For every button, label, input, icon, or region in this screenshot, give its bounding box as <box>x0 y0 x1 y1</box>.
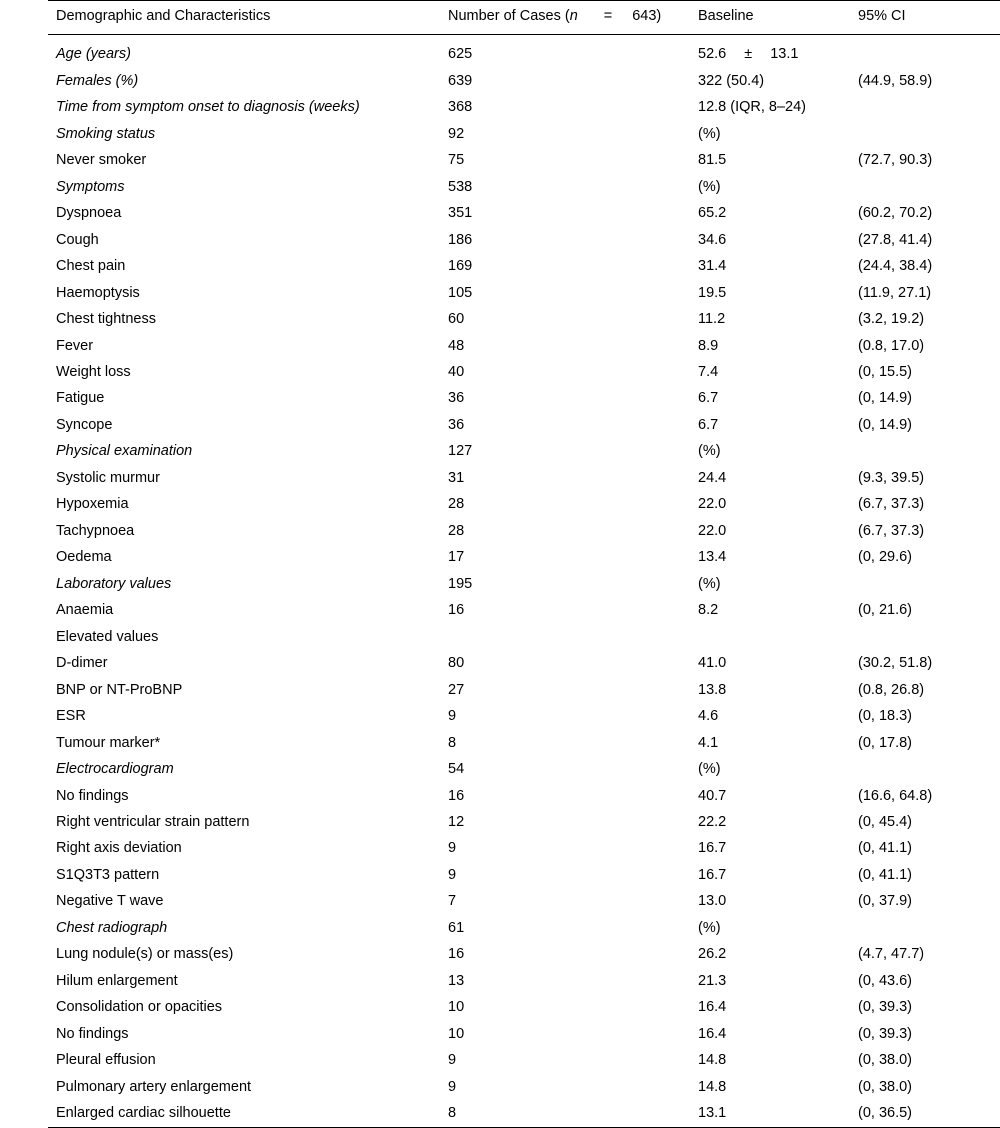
row-label: Fatigue <box>56 390 105 407</box>
row-confidence-interval: (11.9, 27.1) <box>858 284 932 301</box>
row-cases: 10 <box>448 1025 465 1042</box>
table-row <box>48 677 1000 703</box>
row-confidence-interval: (16.6, 64.8) <box>858 787 933 804</box>
row-label: Anaemia <box>56 602 114 619</box>
table-row <box>48 35 1000 68</box>
row-confidence-interval: (6.7, 37.3) <box>858 522 925 539</box>
row-cases: 36 <box>448 416 465 433</box>
table-row <box>48 968 1000 994</box>
row-label: Pulmonary artery enlargement <box>56 1078 252 1095</box>
row-baseline: 24.4 <box>698 469 727 486</box>
row-label: BNP or NT-ProBNP <box>56 681 183 698</box>
row-cases: 28 <box>448 496 465 513</box>
row-label: No findings <box>56 787 129 804</box>
row-cases: 8 <box>448 1105 457 1122</box>
row-label: Pleural effusion <box>56 1052 156 1069</box>
row-cases: 92 <box>448 125 465 142</box>
row-confidence-interval: (0, 29.6) <box>858 549 912 566</box>
row-cases: 9 <box>448 1078 457 1095</box>
row-baseline: 65.2 <box>698 205 727 222</box>
row-label: Time from symptom onset to diagnosis (weeks) <box>56 99 360 116</box>
row-label: Syncope <box>56 416 113 433</box>
row-baseline: 22.2 <box>698 813 727 830</box>
row-confidence-interval: (30.2, 51.8) <box>858 655 933 672</box>
row-confidence-interval <box>858 571 1000 597</box>
row-cases: 16 <box>448 946 465 963</box>
table-row <box>48 359 1000 385</box>
row-baseline: 22.0 <box>698 496 727 513</box>
row-confidence-interval: (27.8, 41.4) <box>858 231 933 248</box>
row-cases: 31 <box>448 469 465 486</box>
cases-header-value: 643) <box>632 8 662 24</box>
row-baseline: 31.4 <box>698 258 727 275</box>
row-cases: 16 <box>448 787 465 804</box>
table-row <box>48 1100 1000 1126</box>
table-row <box>48 385 1000 411</box>
row-cases: 7 <box>448 893 457 910</box>
row-cases: 127 <box>448 443 473 460</box>
table-row <box>48 280 1000 306</box>
row-cases: 9 <box>448 708 457 725</box>
row-confidence-interval: (0, 45.4) <box>858 813 912 830</box>
row-confidence-interval: (9.3, 39.5) <box>858 469 925 486</box>
row-label: Right ventricular strain pattern <box>56 813 250 830</box>
row-baseline: 16.7 <box>698 840 727 857</box>
row-label: S1Q3T3 pattern <box>56 866 160 883</box>
row-baseline: 22.0 <box>698 522 727 539</box>
row-label: Chest radiograph <box>56 919 168 936</box>
row-cases: 12 <box>448 813 465 830</box>
row-confidence-interval: (0, 17.8) <box>858 734 912 751</box>
baseline-plusminus: ± <box>744 46 753 63</box>
row-baseline: 41.0 <box>698 655 727 672</box>
table-row <box>48 994 1000 1020</box>
row-label: Oedema <box>56 549 112 566</box>
row-cases: 639 <box>448 72 473 89</box>
row-cases: 13 <box>448 972 465 989</box>
table-row <box>48 333 1000 359</box>
row-label: Fever <box>56 337 94 354</box>
table-row <box>48 491 1000 517</box>
row-confidence-interval <box>858 438 1000 464</box>
row-label: Laboratory values <box>56 575 172 592</box>
row-confidence-interval: (0, 38.0) <box>858 1052 912 1069</box>
row-baseline: (%) <box>698 178 721 195</box>
row-baseline <box>698 624 858 650</box>
table-row <box>48 571 1000 597</box>
table-row <box>48 756 1000 782</box>
row-confidence-interval: (0, 41.1) <box>858 866 912 883</box>
table-header-row <box>48 1 1000 35</box>
row-confidence-interval: (0, 14.9) <box>858 416 912 433</box>
table-row <box>48 650 1000 676</box>
cases-header-prefix: Number of Cases ( <box>448 8 570 24</box>
row-label: No findings <box>56 1025 129 1042</box>
row-label: Never smoker <box>56 152 147 169</box>
column-header-ci: 95% CI <box>858 1 1000 35</box>
row-baseline: 13.8 <box>698 681 727 698</box>
row-cases: 48 <box>448 337 465 354</box>
table-header <box>48 1 1000 35</box>
row-confidence-interval <box>858 624 1000 650</box>
row-confidence-interval <box>858 35 1000 68</box>
row-baseline: (%) <box>698 919 721 936</box>
table-row <box>48 200 1000 226</box>
row-cases: 80 <box>448 655 465 672</box>
row-label: Haemoptysis <box>56 284 140 301</box>
row-label: Chest pain <box>56 258 126 275</box>
row-confidence-interval: (0, 37.9) <box>858 893 912 910</box>
row-label: Elevated values <box>56 628 159 645</box>
table-row <box>48 253 1000 279</box>
row-confidence-interval: (0, 39.3) <box>858 1025 912 1042</box>
row-baseline: 6.7 <box>698 416 719 433</box>
row-label: Tumour marker* <box>56 734 161 751</box>
table-row <box>48 94 1000 120</box>
row-cases: 169 <box>448 258 473 275</box>
row-label: Consolidation or opacities <box>56 999 223 1016</box>
row-baseline: 26.2 <box>698 946 727 963</box>
table-row <box>48 438 1000 464</box>
row-cases: 9 <box>448 840 457 857</box>
row-baseline: 13.0 <box>698 893 727 910</box>
table-row <box>48 624 1000 650</box>
row-cases: 9 <box>448 1052 457 1069</box>
table-row <box>48 783 1000 809</box>
row-confidence-interval <box>858 756 1000 782</box>
row-baseline: 16.4 <box>698 999 727 1016</box>
row-label: Age (years) <box>56 46 131 63</box>
table-body <box>48 35 1000 1127</box>
row-label: Electrocardiogram <box>56 761 174 778</box>
row-confidence-interval <box>858 121 1000 147</box>
row-cases: 61 <box>448 919 465 936</box>
row-cases: 105 <box>448 284 473 301</box>
table-row <box>48 412 1000 438</box>
row-cases: 368 <box>448 99 473 116</box>
table-row <box>48 809 1000 835</box>
row-cases: 9 <box>448 866 457 883</box>
column-header-demographic: Demographic and Characteristics <box>48 1 448 35</box>
baseline-mean: 52.6 <box>698 46 727 63</box>
row-label: Symptoms <box>56 178 125 195</box>
row-confidence-interval: (60.2, 70.2) <box>858 205 933 222</box>
table-row <box>48 121 1000 147</box>
row-confidence-interval: (3.2, 19.2) <box>858 311 925 328</box>
row-confidence-interval: (0, 43.6) <box>858 972 912 989</box>
row-cases: 27 <box>448 681 465 698</box>
table-row <box>48 835 1000 861</box>
row-label: Cough <box>56 231 99 248</box>
row-confidence-interval: (0, 14.9) <box>858 390 912 407</box>
row-confidence-interval: (0, 36.5) <box>858 1105 912 1122</box>
row-confidence-interval: (4.7, 47.7) <box>858 946 925 963</box>
row-cases: 625 <box>448 46 473 63</box>
row-confidence-interval: (0, 39.3) <box>858 999 912 1016</box>
row-cases: 17 <box>448 549 465 566</box>
row-confidence-interval <box>858 915 1000 941</box>
table-row <box>48 915 1000 941</box>
row-cases: 36 <box>448 390 465 407</box>
row-confidence-interval: (0, 21.6) <box>858 602 912 619</box>
table-row <box>48 518 1000 544</box>
row-confidence-interval: (24.4, 38.4) <box>858 258 933 275</box>
row-baseline: (%) <box>698 125 721 142</box>
row-baseline: (%) <box>698 761 721 778</box>
column-header-number-of-cases <box>448 1 698 35</box>
row-label: D-dimer <box>56 655 108 672</box>
row-cases: 28 <box>448 522 465 539</box>
row-baseline: 4.6 <box>698 708 719 725</box>
row-baseline: (%) <box>698 443 721 460</box>
row-baseline: 21.3 <box>698 972 727 989</box>
row-confidence-interval: (0, 15.5) <box>858 364 912 381</box>
row-cases: 10 <box>448 999 465 1016</box>
row-label: Chest tightness <box>56 311 156 328</box>
row-confidence-interval: (44.9, 58.9) <box>858 72 933 89</box>
row-baseline: 34.6 <box>698 231 727 248</box>
table-row <box>48 862 1000 888</box>
row-label: Hilum enlargement <box>56 972 178 989</box>
table-row <box>48 888 1000 914</box>
row-cases <box>448 624 698 650</box>
row-label: Smoking status <box>56 125 156 142</box>
table-row <box>48 941 1000 967</box>
row-label: Lung nodule(s) or mass(es) <box>56 946 234 963</box>
row-cases: 40 <box>448 364 465 381</box>
row-confidence-interval: (0, 38.0) <box>858 1078 912 1095</box>
table-row <box>48 68 1000 94</box>
row-baseline: 13.4 <box>698 549 727 566</box>
table-row <box>48 306 1000 332</box>
row-confidence-interval: (72.7, 90.3) <box>858 152 933 169</box>
row-cases: 8 <box>448 734 457 751</box>
row-confidence-interval: (0.8, 17.0) <box>858 337 925 354</box>
row-label: Tachypnoea <box>56 522 135 539</box>
row-cases: 54 <box>448 761 465 778</box>
row-label: Hypoxemia <box>56 496 129 513</box>
row-baseline: (%) <box>698 575 721 592</box>
row-label: Enlarged cardiac silhouette <box>56 1105 231 1122</box>
characteristics-table <box>48 0 1000 1127</box>
table-bottom-rule <box>48 1127 1000 1128</box>
row-baseline: 12.8 (IQR, 8–24) <box>698 99 806 116</box>
table-row <box>48 147 1000 173</box>
row-label: Physical examination <box>56 443 193 460</box>
row-baseline: 16.4 <box>698 1025 727 1042</box>
row-baseline: 40.7 <box>698 787 727 804</box>
row-label: Females (%) <box>56 72 139 89</box>
row-confidence-interval: (6.7, 37.3) <box>858 496 925 513</box>
row-baseline: 16.7 <box>698 866 727 883</box>
table-row <box>48 465 1000 491</box>
table-row <box>48 227 1000 253</box>
row-label: Right axis deviation <box>56 840 182 857</box>
row-label: Weight loss <box>56 364 131 381</box>
table-row <box>48 597 1000 623</box>
column-header-baseline: Baseline <box>698 1 858 35</box>
row-baseline: 4.1 <box>698 734 719 751</box>
row-confidence-interval: (0.8, 26.8) <box>858 681 925 698</box>
table-row <box>48 703 1000 729</box>
table-row <box>48 544 1000 570</box>
row-baseline: 14.8 <box>698 1052 727 1069</box>
baseline-sd: 13.1 <box>770 46 799 63</box>
row-baseline: 19.5 <box>698 284 727 301</box>
row-cases: 60 <box>448 311 465 328</box>
cases-header-equals: = <box>603 8 613 24</box>
row-baseline: 8.2 <box>698 602 719 619</box>
row-baseline: 14.8 <box>698 1078 727 1095</box>
row-cases: 75 <box>448 152 465 169</box>
table-row <box>48 730 1000 756</box>
row-baseline: 81.5 <box>698 152 727 169</box>
row-baseline: 11.2 <box>698 311 726 328</box>
cases-header-n: n <box>569 8 578 24</box>
row-baseline: 8.9 <box>698 337 719 354</box>
row-label: Negative T wave <box>56 893 164 910</box>
row-baseline: 7.4 <box>698 364 719 381</box>
row-cases: 538 <box>448 178 473 195</box>
row-label: Dyspnoea <box>56 205 122 222</box>
row-confidence-interval: (0, 41.1) <box>858 840 912 857</box>
row-baseline: 322 (50.4) <box>698 72 765 89</box>
row-cases: 186 <box>448 231 473 248</box>
row-confidence-interval <box>858 94 1000 120</box>
table-row <box>48 174 1000 200</box>
row-confidence-interval <box>858 174 1000 200</box>
row-confidence-interval: (0, 18.3) <box>858 708 912 725</box>
row-label: ESR <box>56 708 86 725</box>
table-row <box>48 1047 1000 1073</box>
row-baseline <box>698 35 858 68</box>
row-baseline: 13.1 <box>698 1105 727 1122</box>
row-cases: 351 <box>448 205 473 222</box>
row-cases: 16 <box>448 602 465 619</box>
table-row <box>48 1074 1000 1100</box>
row-cases: 195 <box>448 575 473 592</box>
row-baseline: 6.7 <box>698 390 719 407</box>
row-label: Systolic murmur <box>56 469 160 486</box>
